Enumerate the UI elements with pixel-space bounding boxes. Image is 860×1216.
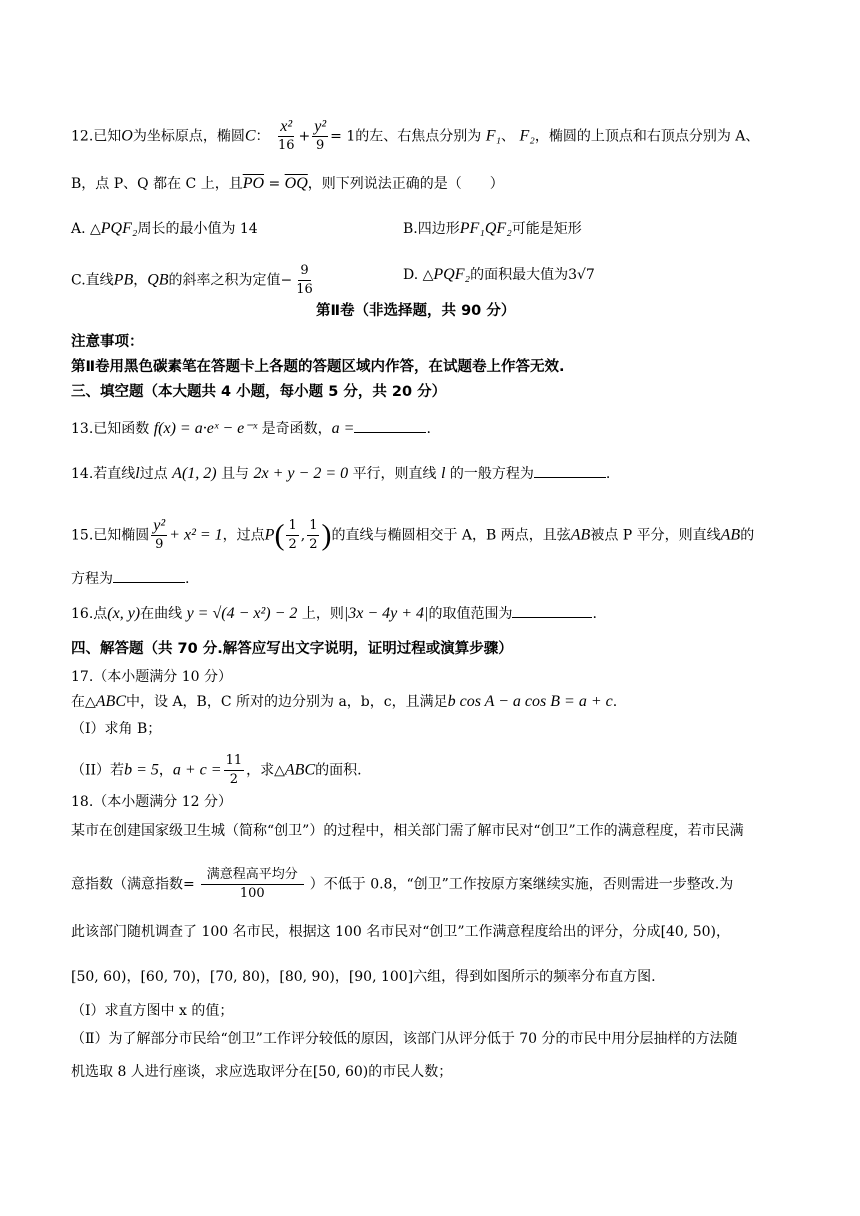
q12-text: ，则下列说法正确的是（ ）: [307, 176, 504, 192]
fraction-satisfaction-index: [201, 866, 304, 903]
math-ABC: ABC: [284, 761, 316, 779]
option-text: 周长的最小值为 14: [137, 221, 258, 237]
q15-text: ，过点: [222, 527, 265, 544]
vector-PO: $\overline{PO}$: [242, 175, 265, 192]
comma: ，: [265, 969, 280, 985]
math-x2-term: + x² = 1: [169, 526, 223, 544]
math-curve: y = √(4 − x²) − 2: [186, 605, 298, 622]
math-PQF2: PQF₂: [100, 220, 138, 237]
math-O: O: [121, 127, 133, 145]
q16-text: 的取值范围为: [428, 606, 513, 622]
q12-text: B，点 P、Q 都在 C 上，且: [71, 176, 243, 192]
q17-text: 在△: [71, 694, 96, 710]
option-label: D. △: [403, 267, 434, 283]
option-text: 的面积最大值为: [470, 267, 569, 283]
math-PQF2: PQF₂: [433, 266, 471, 283]
math-P: P: [264, 526, 275, 544]
numerator: 9: [298, 262, 310, 281]
math-F1: F₁: [485, 127, 502, 145]
math-value: 3√7: [568, 267, 595, 283]
q17-text: 的面积.: [315, 762, 362, 779]
numerator: y²: [314, 118, 327, 135]
separator: 、: [501, 128, 516, 145]
q18-line1: 某市在创建国家级卫生城（简称“创卫”）的过程中，相关部门需了解市民对“创卫”工作的满意程度，若市民满: [71, 823, 744, 839]
math-expression: |3x − 4y + 4|: [343, 605, 429, 622]
q12-line2: [71, 174, 504, 194]
math-AB: AB: [570, 526, 591, 544]
numerator: 11: [224, 752, 245, 771]
denominator: 2: [309, 537, 318, 552]
denominator: 2: [288, 537, 297, 552]
q17-part2: [71, 752, 362, 789]
q16-text: 16.点: [71, 606, 108, 622]
q15-line1: [71, 517, 754, 554]
q18-line3: [71, 922, 730, 942]
denominator: 9: [316, 138, 325, 153]
math-F2: F₂: [519, 127, 535, 145]
q18-text: 的市民人数；: [368, 1064, 453, 1080]
plus-sign: +: [298, 128, 311, 145]
math-C: C: [244, 127, 256, 145]
fraction-11-2: [224, 752, 245, 789]
minus-sign: −: [280, 272, 293, 289]
math-ABC: ABC: [95, 693, 126, 710]
q14-text: 14.若直线: [71, 466, 136, 482]
q15-text: 15.已知椭圆: [71, 527, 150, 544]
answer-blank[interactable]: [113, 568, 185, 583]
math-PF1QF2: PF₁QF₂: [459, 220, 512, 237]
comma: ，: [334, 969, 349, 985]
interval: [70, 80): [209, 969, 266, 985]
answer-blank[interactable]: [512, 603, 592, 618]
period: .: [426, 421, 431, 437]
q18-text: 六组，得到如图所示的频率分布直方图.: [413, 969, 656, 985]
notice-body: 第Ⅱ卷用黑色碳素笔在答题卡上各题的答题区域内作答，在试题卷上作答无效.: [71, 359, 565, 375]
q14-text: 平行，则直线: [352, 466, 437, 482]
interval: [50, 60): [312, 1064, 369, 1080]
denominator: 100: [239, 886, 265, 901]
q16-text: 在曲线: [140, 606, 183, 622]
left-paren: (: [274, 518, 285, 552]
q12-line1: [71, 118, 759, 155]
q15-line2: [71, 568, 189, 589]
math-a-plus-c: a + c =: [172, 761, 222, 779]
fraction-y2-9: [312, 118, 328, 155]
q12-text: 12.已知: [71, 128, 122, 145]
vector-OQ: $\overline{OQ}$: [284, 175, 308, 192]
q13: [71, 418, 431, 439]
interval: [50, 60): [71, 969, 127, 985]
q12-option-b: [403, 219, 582, 239]
q18-line4: [71, 967, 656, 987]
q12-text: 的左、右焦点分别为: [355, 128, 482, 145]
period: .: [605, 466, 611, 482]
denominator: 16: [296, 282, 313, 297]
math-QB: QB: [147, 271, 169, 289]
part2-title: 第Ⅱ卷（非选择题，共 90 分）: [316, 303, 516, 319]
math-point: (x, y): [107, 605, 141, 622]
notice-heading: 注意事项：: [71, 334, 144, 350]
math-a-equals: a =: [331, 420, 355, 437]
interval: [90, 100]: [348, 969, 414, 985]
comma: ，: [133, 272, 148, 289]
colon: ：: [255, 128, 270, 145]
q18-part2: （Ⅱ）为了解部分市民给“创卫”工作评分较低的原因，该部门从评分低于 70 分的市民中用分层抽样的方法随: [71, 1031, 738, 1047]
q13-text: 13.已知函数: [71, 421, 150, 437]
q17-heading: 17.（本小题满分 10 分）: [71, 669, 232, 685]
numerator: 1: [307, 517, 319, 536]
q18-line2: [71, 866, 733, 903]
q12-text: 为坐标原点，椭圆: [132, 128, 245, 145]
equals-one: = 1: [330, 128, 356, 145]
math-PB: PB: [113, 271, 134, 289]
math-l: l: [441, 465, 446, 482]
math-line: 2x + y − 2 = 0: [253, 465, 349, 482]
q14: [71, 463, 610, 484]
q13-text: 是奇函数，: [261, 421, 332, 437]
math-point-A: A(1, 2): [172, 465, 217, 482]
q18-part2-cont: [71, 1062, 452, 1082]
q18-text: 意指数（满意指数=: [71, 876, 195, 893]
comma: ，: [158, 762, 173, 779]
q12-option-d: [403, 265, 595, 285]
q12-text: ，椭圆的上顶点和右顶点分别为 A、: [534, 128, 760, 145]
math-b-equals: b = 5: [124, 761, 159, 779]
numerator: 满意程高平均分: [201, 866, 304, 885]
numerator: x²: [280, 118, 293, 135]
math-condition: b cos A − a cos B = a + c: [447, 693, 613, 710]
fraction-y2-9: [151, 517, 167, 554]
q17-text: ，求△: [246, 762, 285, 779]
interval: [80, 90): [279, 969, 335, 985]
q18-part1: （I）求直方图中 x 的值；: [71, 1003, 234, 1019]
fraction-9-16: [294, 262, 315, 299]
q15-text: 的直线与椭圆相交于 A，B 两点，且弦: [331, 527, 571, 544]
q17-text: 中，设 A，B，C 所对的边分别为 a，b，c，且满足: [126, 694, 448, 710]
q14-text: 过点: [139, 466, 168, 482]
equals-sign: =: [264, 176, 285, 192]
section4-heading: 四、解答题（共 70 分.解答应写出文字说明，证明过程或演算步骤）: [71, 641, 513, 657]
comma: ,: [300, 527, 306, 544]
comma: ，: [716, 924, 731, 940]
denominator: 9: [155, 537, 164, 552]
q18-heading: 18.（本小题满分 12 分）: [71, 794, 232, 810]
period: .: [612, 694, 618, 710]
q16-text: 上，则: [301, 606, 344, 622]
interval: [40, 50): [660, 924, 717, 940]
fraction-x2-16: [276, 118, 297, 155]
denominator: 2: [229, 772, 238, 787]
interval: [60, 70): [140, 969, 196, 985]
comma: ，: [126, 969, 141, 985]
q18-text: 此该部门随机调查了 100 名市民，根据这 100 名市民对“创卫”工作满意程度给出的评分，分成: [71, 924, 661, 940]
answer-blank[interactable]: [354, 418, 426, 433]
q18-text: 机选取 8 人进行座谈，求应选取评分在: [71, 1064, 313, 1080]
math-function: f(x) = a·eˣ − e⁻ˣ: [153, 420, 258, 437]
numerator: 1: [286, 517, 298, 536]
q18-text: ）不低于 0.8，“创卫”工作按原方案继续实施，否则需进一步整改.为: [309, 876, 734, 893]
option-text: 的斜率之积为定值: [168, 272, 281, 289]
section3-heading: 三、填空题（本大题共 4 小题，每小题 5 分，共 20 分）: [71, 384, 447, 400]
q15-text: 方程为: [71, 571, 113, 587]
q14-text: 的一般方程为: [449, 466, 534, 482]
q12-option-a: [71, 219, 258, 239]
fraction-1-2: [286, 517, 298, 554]
right-paren: ): [321, 518, 332, 552]
option-label: C.直线: [71, 272, 114, 289]
q15-text: 被点 P 平分，则直线: [590, 527, 721, 544]
denominator: 16: [277, 138, 295, 153]
q15-text: 的: [740, 527, 755, 544]
numerator: y²: [153, 517, 166, 534]
math-l: l: [135, 465, 140, 482]
q17-text: （II）若: [71, 762, 125, 779]
q16: [71, 603, 597, 624]
math-AB: AB: [720, 526, 741, 544]
q14-text: 且与: [221, 466, 250, 482]
q12-option-c: [71, 262, 317, 299]
option-label: B.四边形: [403, 221, 460, 237]
comma: ，: [195, 969, 210, 985]
answer-blank[interactable]: [534, 463, 606, 478]
period: .: [592, 606, 597, 622]
q17-part1: （I）求角 B；: [71, 721, 162, 737]
option-label: A. △: [71, 221, 101, 237]
option-text: 可能是矩形: [511, 221, 582, 237]
period: .: [185, 571, 190, 587]
q17-stem: [71, 692, 617, 712]
fraction-1-2: [307, 517, 319, 554]
